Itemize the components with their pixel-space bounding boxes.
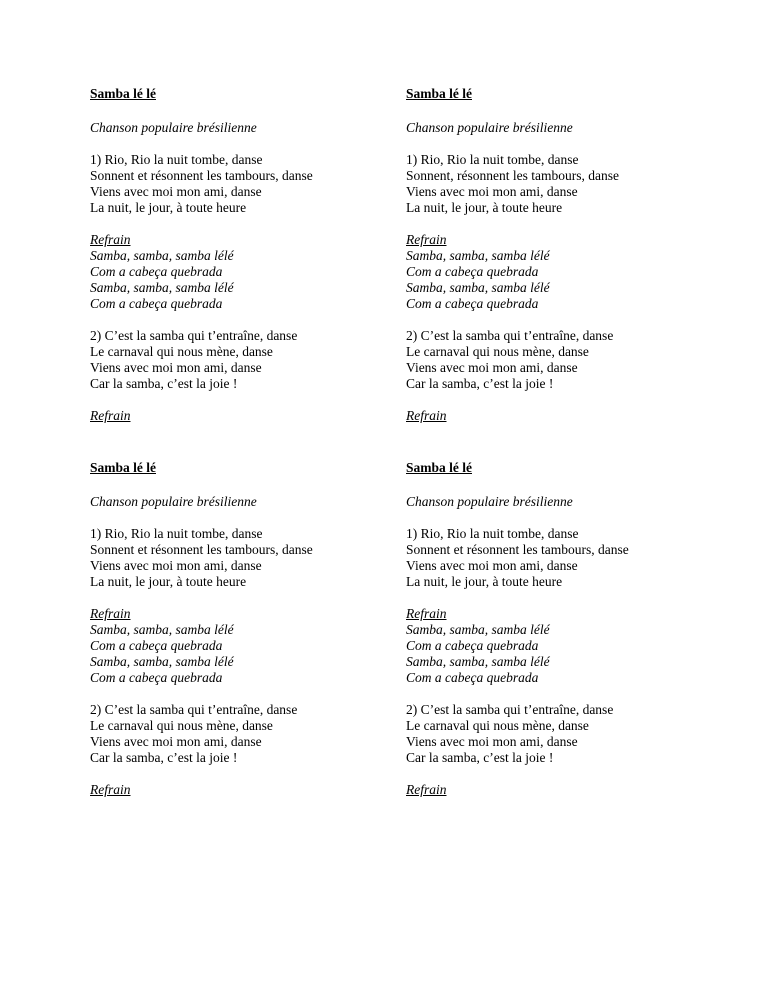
verse-2: [406, 328, 706, 392]
refrain-label: Refrain: [90, 232, 131, 247]
song-subtitle: Chanson populaire brésilienne: [90, 494, 257, 509]
verse-2: [90, 702, 390, 766]
verse-line: Car la samba, c’est la joie !: [90, 750, 238, 765]
refrain: [90, 606, 390, 686]
refrain: [406, 232, 706, 312]
verse-line: 1) Rio, Rio la nuit tombe, danse: [406, 152, 579, 167]
song-block-top-left: [90, 86, 390, 424]
refrain-label: Refrain: [406, 606, 447, 621]
song-title: Samba lé lé: [90, 86, 156, 101]
refrain-label: Refrain: [90, 606, 131, 621]
verse-1: [406, 152, 706, 216]
verse-1: [90, 152, 390, 216]
verse-line: Sonnent et résonnent les tambours, danse: [90, 168, 313, 183]
refrain-line: Samba, samba, samba lélé: [90, 248, 234, 263]
verse-line: 1) Rio, Rio la nuit tombe, danse: [90, 526, 263, 541]
refrain-line: Samba, samba, samba lélé: [406, 622, 550, 637]
verse-line: Le carnaval qui nous mène, danse: [406, 344, 589, 359]
verse-line: Le carnaval qui nous mène, danse: [90, 344, 273, 359]
song-subtitle: Chanson populaire brésilienne: [406, 494, 573, 509]
refrain-line: Samba, samba, samba lélé: [90, 280, 234, 295]
verse-line: 2) C’est la samba qui t’entraîne, danse: [406, 328, 614, 343]
refrain-line: Com a cabeça quebrada: [406, 296, 539, 311]
refrain-line: Com a cabeça quebrada: [90, 264, 223, 279]
verse-2: [90, 328, 390, 392]
refrain-label: Refrain: [406, 232, 447, 247]
refrain-line: Samba, samba, samba lélé: [90, 622, 234, 637]
verse-line: Sonnent et résonnent les tambours, danse: [406, 542, 629, 557]
song-block-bottom-left: [90, 460, 390, 798]
refrain-line: Samba, samba, samba lélé: [406, 654, 550, 669]
song-subtitle: Chanson populaire brésilienne: [90, 120, 257, 135]
verse-line: 2) C’est la samba qui t’entraîne, danse: [90, 328, 298, 343]
song-title: Samba lé lé: [90, 460, 156, 475]
song-block-bottom-right: [406, 460, 706, 798]
verse-line: Viens avec moi mon ami, danse: [406, 558, 578, 573]
refrain-line: Com a cabeça quebrada: [406, 638, 539, 653]
verse-line: Sonnent et résonnent les tambours, danse: [90, 542, 313, 557]
verse-line: La nuit, le jour, à toute heure: [90, 200, 247, 215]
verse-line: Le carnaval qui nous mène, danse: [90, 718, 273, 733]
verse-line: La nuit, le jour, à toute heure: [90, 574, 247, 589]
refrain-line: Com a cabeça quebrada: [90, 296, 223, 311]
verse-line: Viens avec moi mon ami, danse: [406, 184, 578, 199]
refrain-line: Samba, samba, samba lélé: [406, 280, 550, 295]
song-block-top-right: [406, 86, 706, 424]
verse-line: Car la samba, c’est la joie !: [90, 376, 238, 391]
verse-line: La nuit, le jour, à toute heure: [406, 574, 563, 589]
verse-line: Viens avec moi mon ami, danse: [406, 360, 578, 375]
verse-line: La nuit, le jour, à toute heure: [406, 200, 563, 215]
verse-line: Viens avec moi mon ami, danse: [90, 360, 262, 375]
refrain-line: Com a cabeça quebrada: [90, 638, 223, 653]
song-title: Samba lé lé: [406, 460, 472, 475]
verse-line: Viens avec moi mon ami, danse: [90, 734, 262, 749]
verse-line: Viens avec moi mon ami, danse: [90, 184, 262, 199]
verse-1: [406, 526, 706, 590]
verse-line: 2) C’est la samba qui t’entraîne, danse: [406, 702, 614, 717]
verse-1: [90, 526, 390, 590]
refrain: [406, 606, 706, 686]
refrain-reminder: Refrain: [406, 408, 447, 423]
verse-line: Viens avec moi mon ami, danse: [90, 558, 262, 573]
song-subtitle: Chanson populaire brésilienne: [406, 120, 573, 135]
refrain-line: Com a cabeça quebrada: [406, 264, 539, 279]
verse-line: Sonnent, résonnent les tambours, danse: [406, 168, 619, 183]
refrain: [90, 232, 390, 312]
verse-line: 1) Rio, Rio la nuit tombe, danse: [406, 526, 579, 541]
song-title: Samba lé lé: [406, 86, 472, 101]
refrain-reminder: Refrain: [90, 782, 131, 797]
refrain-reminder: Refrain: [90, 408, 131, 423]
verse-line: Car la samba, c’est la joie !: [406, 376, 554, 391]
verse-line: Le carnaval qui nous mène, danse: [406, 718, 589, 733]
verse-line: 1) Rio, Rio la nuit tombe, danse: [90, 152, 263, 167]
refrain-line: Samba, samba, samba lélé: [90, 654, 234, 669]
refrain-line: Samba, samba, samba lélé: [406, 248, 550, 263]
verse-line: Car la samba, c’est la joie !: [406, 750, 554, 765]
verse-line: Viens avec moi mon ami, danse: [406, 734, 578, 749]
verse-2: [406, 702, 706, 766]
refrain-line: Com a cabeça quebrada: [90, 670, 223, 685]
refrain-line: Com a cabeça quebrada: [406, 670, 539, 685]
refrain-reminder: Refrain: [406, 782, 447, 797]
verse-line: 2) C’est la samba qui t’entraîne, danse: [90, 702, 298, 717]
